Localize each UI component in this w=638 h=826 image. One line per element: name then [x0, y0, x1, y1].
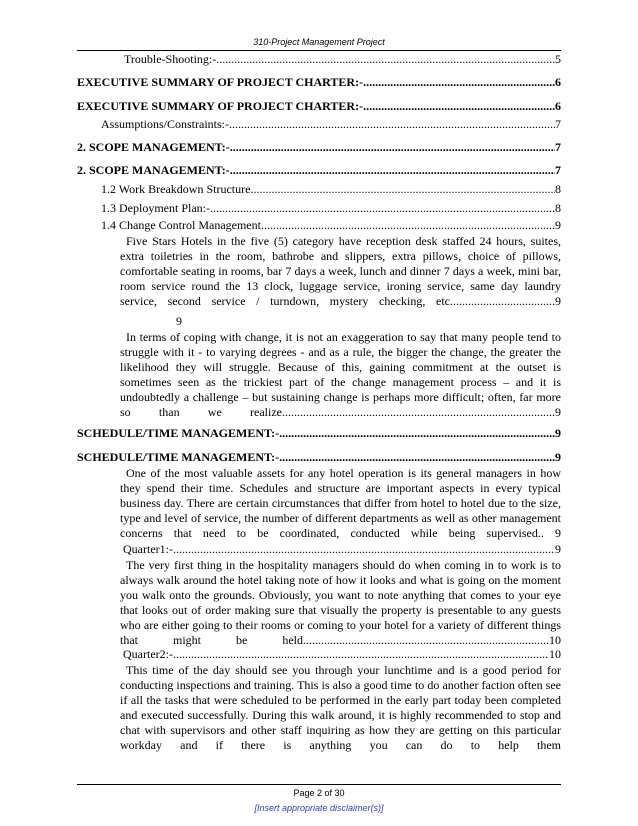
toc-entry[interactable] [124, 52, 561, 67]
toc-entry-text: EXECUTIVE SUMMARY OF PROJECT CHARTER:- [77, 99, 364, 113]
toc-paragraph-entry[interactable]: In terms of coping with change, it is not an exaggeration to say that many people tend to struggle with it - to varying degrees - and as a rule, the bigger the change, the greater the likelihood they will struggle. Because of this, gaining commitment at the outset is sometimes seen as the trickiest part of the change management process – and it is undoubtedly a challenge – but sustaining change is perhaps more difficult; often, far more so than we realize...........................................................................................9 [120, 330, 561, 419]
toc-entry-text: Assumptions/Constraints:- [101, 117, 230, 131]
footer-rule [77, 784, 561, 785]
paragraph-text: One of the most valuable assets for any hotel operation is its general managers in how they spend their time. Schedules and structure are important aspects in every typical business day. There are certain circumstances that differ from hotel to hotel due to the size, type and level of service, the number of different departments as well as other management concerns that need to be coordinated, conducted while being supervised.. [120, 466, 561, 540]
toc-entry-text: 1.4 Change Control Management [101, 218, 261, 232]
toc-entry[interactable] [77, 99, 561, 114]
paragraph-text: Five Stars Hotels in the five (5) category have reception desk staffed 24 hours, suites, extra toiletries in the room, bathrobe and slippers, extra pillows, choice of pillows, comfortable seating in rooms, bar 7 days a week, lunch and dinner 7 days a week, mini bar, room service round the 13 clock, luggage service, ironing service, same day laundry service, second service / turndown, mystery checking, etc [120, 234, 561, 308]
toc-entry[interactable] [77, 140, 561, 155]
toc-entry-page: 6 [555, 75, 561, 89]
toc-entry-text: SCHEDULE/TIME MANAGEMENT:- [77, 450, 280, 464]
toc-entry-text: SCHEDULE/TIME MANAGEMENT:- [77, 426, 280, 440]
toc-entry-page: 5 [555, 52, 561, 66]
paragraph-page: 9 [555, 526, 561, 540]
footer-disclaimer: [Insert appropriate disclaimer(s)] [254, 803, 384, 813]
toc-paragraph-entry[interactable]: Five Stars Hotels in the five (5) category have reception desk staffed 24 hours, suites, extra toiletries in the room, bathrobe and slippers, extra pillows, choice of pillows, comfortable seating in rooms, bar 7 days a week, lunch and dinner 7 days a week, mini bar, room service round the 13 clock, luggage service, ironing service, same day laundry service, second service / turndown, mystery checking, etc...................................9 [120, 234, 561, 308]
page-number: Page 2 of 30 [293, 788, 345, 798]
paragraph-page: 9 [555, 294, 561, 308]
toc-entry[interactable] [77, 426, 561, 441]
paragraph-page: 10 [549, 633, 561, 647]
toc-entry-text: Quarter1:- [123, 542, 173, 556]
paragraph-text: This time of the day should see you through your lunchtime and is a good period for conducting inspections and training. This is also a good time to do another faction often see if all the tasks that were scheduled to be performed in the early part today been completed and executed successfully. During this walk around, it is highly recommended to stop and chat with supervisors and other staff inquiring as how they are getting on this particular workday and if there is anything you can do to help them [120, 663, 561, 752]
toc-entry[interactable] [101, 117, 561, 132]
toc-entry-text: 1.3 Deployment Plan:- [101, 201, 210, 215]
paragraph-text: In terms of coping with change, it is not an exaggeration to say that many people tend to struggle with it - to varying degrees - and as a rule, the bigger the change, the greater the likelihood they will struggle. Because of this, gaining commitment at the outset is sometimes seen as the trickiest part of the change management process – and it is undoubtedly a challenge – but sustaining change is perhaps more difficult; often, far more so than we realize [120, 330, 561, 419]
running-header: 310-Project Management Project [253, 37, 385, 47]
toc-entry[interactable] [77, 450, 561, 465]
toc-paragraph-entry[interactable]: The very first thing in the hospitality managers should do when coming in to work is to always walk around the hotel taking note of how it looks and what is going on the moment you walk onto the grounds. Obviously, you want to note anything that comes to your eye that looks out of order making sure that visually the property is presentable to any guests who are either going to their rooms or coming to your hotel for a variety of different things that might be held..................................................................................10 [120, 558, 561, 647]
toc-paragraph-entry[interactable] [120, 466, 561, 541]
toc-entry-page: 8 [555, 201, 561, 215]
toc-entry-page: 9 [555, 426, 561, 440]
toc-entry-text: 1.2 Work Breakdown Structure [101, 182, 251, 196]
toc-entry-text: 2. SCOPE MANAGEMENT:- [77, 140, 230, 154]
toc-entry-page: 9 [555, 450, 561, 464]
toc-entry[interactable] [120, 542, 561, 557]
paragraph-text: The very first thing in the hospitality managers should do when coming in to work is to always walk around the hotel taking note of how it looks and what is going on the moment you walk onto the grounds. Obviously, you want to note anything that comes to your eye that looks out of order making sure that visually the property is presentable to any guests who are either going to their rooms or coming to your hotel for a variety of different things that might be held [120, 558, 561, 647]
toc-entry[interactable] [77, 163, 561, 178]
toc-entry[interactable] [101, 201, 561, 216]
toc-entry-page: 8 [555, 182, 561, 196]
toc-entry-page: 7 [555, 117, 561, 131]
toc-entry-page: 10 [549, 647, 561, 661]
header-rule [77, 50, 561, 51]
toc-entry-page: 6 [555, 99, 561, 113]
toc-entry-page: 9 [555, 542, 561, 556]
stray-page-number: 9 [176, 314, 182, 328]
toc-entry-text: 2. SCOPE MANAGEMENT:- [77, 163, 230, 177]
toc-entry-page: 9 [555, 218, 561, 232]
toc-entry-page: 7 [555, 140, 561, 154]
toc-entry[interactable] [101, 182, 561, 197]
paragraph-page: 9 [555, 405, 561, 419]
toc-entry[interactable] [77, 75, 561, 90]
toc-entry[interactable] [101, 218, 561, 233]
toc-entry-page: 7 [555, 163, 561, 177]
toc-entry-text: Trouble-Shooting:- [124, 52, 217, 66]
toc-entry[interactable] [120, 647, 561, 662]
toc-entry-text: Quarter2:- [123, 647, 173, 661]
toc-entry-text: EXECUTIVE SUMMARY OF PROJECT CHARTER:- [77, 75, 364, 89]
body-paragraph [120, 663, 561, 753]
